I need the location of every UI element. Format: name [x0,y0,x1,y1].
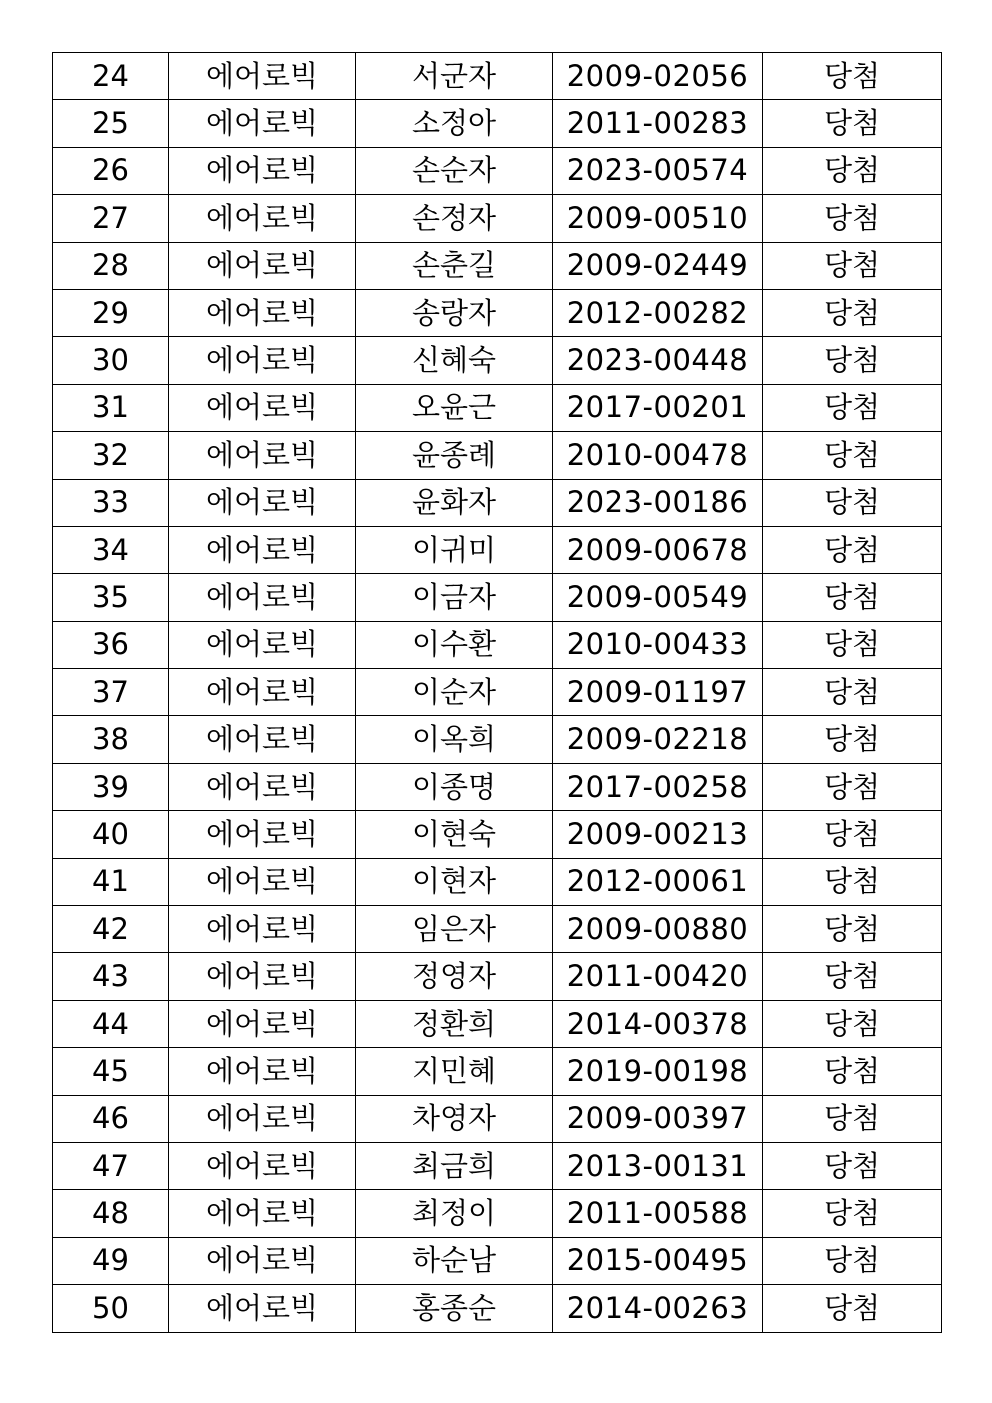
member-id-cell: 2013-00131 [553,1142,763,1189]
applicant-name-cell: 오윤근 [356,384,553,431]
row-number-cell: 50 [53,1285,169,1332]
program-cell: 에어로빅 [169,1048,356,1095]
applicant-name-cell: 손정자 [356,195,553,242]
table-row [53,195,942,242]
result-status-cell: 당첨 [763,1000,942,1047]
applicant-name-cell: 이순자 [356,669,553,716]
row-number-cell: 33 [53,479,169,526]
program-cell: 에어로빅 [169,479,356,526]
table-row [53,337,942,384]
applicant-name-cell: 이금자 [356,574,553,621]
row-number-cell: 25 [53,100,169,147]
member-id-cell: 2009-00880 [553,906,763,953]
applicant-name-cell: 신혜숙 [356,337,553,384]
member-id-cell: 2009-00510 [553,195,763,242]
table-row [53,1237,942,1284]
table-row [53,1142,942,1189]
program-cell: 에어로빅 [169,906,356,953]
program-cell: 에어로빅 [169,1142,356,1189]
program-cell: 에어로빅 [169,384,356,431]
table-row [53,526,942,573]
table-row [53,242,942,289]
applicant-name-cell: 지민혜 [356,1048,553,1095]
program-cell: 에어로빅 [169,1285,356,1332]
program-cell: 에어로빅 [169,526,356,573]
row-number-cell: 42 [53,906,169,953]
table-row [53,574,942,621]
row-number-cell: 39 [53,763,169,810]
program-cell: 에어로빅 [169,1095,356,1142]
applicant-name-cell: 이종명 [356,763,553,810]
applicant-name-cell: 최금희 [356,1142,553,1189]
member-id-cell: 2015-00495 [553,1237,763,1284]
result-status-cell: 당첨 [763,858,942,905]
result-status-cell: 당첨 [763,479,942,526]
program-cell: 에어로빅 [169,763,356,810]
table-row [53,1095,942,1142]
member-id-cell: 2014-00378 [553,1000,763,1047]
result-status-cell: 당첨 [763,1048,942,1095]
program-cell: 에어로빅 [169,621,356,668]
result-status-cell: 당첨 [763,337,942,384]
applicant-name-cell: 하순남 [356,1237,553,1284]
member-id-cell: 2009-02449 [553,242,763,289]
member-id-cell: 2023-00448 [553,337,763,384]
result-status-cell: 당첨 [763,669,942,716]
table-row [53,479,942,526]
row-number-cell: 24 [53,53,169,100]
applicant-name-cell: 홍종순 [356,1285,553,1332]
table-row [53,858,942,905]
program-cell: 에어로빅 [169,195,356,242]
row-number-cell: 37 [53,669,169,716]
member-id-cell: 2011-00420 [553,953,763,1000]
table-row [53,811,942,858]
table-row [53,621,942,668]
table-row [53,716,942,763]
result-status-cell: 당첨 [763,432,942,479]
result-status-cell: 당첨 [763,906,942,953]
member-id-cell: 2012-00282 [553,289,763,336]
applicant-name-cell: 정환희 [356,1000,553,1047]
program-cell: 에어로빅 [169,1237,356,1284]
applicant-name-cell: 소정아 [356,100,553,147]
row-number-cell: 30 [53,337,169,384]
program-cell: 에어로빅 [169,953,356,1000]
member-id-cell: 2009-02056 [553,53,763,100]
table-row [53,669,942,716]
applicant-name-cell: 윤종례 [356,432,553,479]
program-cell: 에어로빅 [169,811,356,858]
table-row [53,147,942,194]
table-row [53,763,942,810]
result-status-cell: 당첨 [763,242,942,289]
result-status-cell: 당첨 [763,621,942,668]
result-status-cell: 당첨 [763,763,942,810]
row-number-cell: 44 [53,1000,169,1047]
row-number-cell: 28 [53,242,169,289]
applicant-name-cell: 차영자 [356,1095,553,1142]
result-status-cell: 당첨 [763,53,942,100]
row-number-cell: 43 [53,953,169,1000]
member-id-cell: 2012-00061 [553,858,763,905]
table-row [53,289,942,336]
program-cell: 에어로빅 [169,242,356,289]
table-row [53,906,942,953]
program-cell: 에어로빅 [169,53,356,100]
applicant-name-cell: 서군자 [356,53,553,100]
member-id-cell: 2009-02218 [553,716,763,763]
row-number-cell: 46 [53,1095,169,1142]
member-id-cell: 2017-00258 [553,763,763,810]
result-status-cell: 당첨 [763,1237,942,1284]
result-status-cell: 당첨 [763,574,942,621]
lottery-result-table-body [53,53,942,1333]
program-cell: 에어로빅 [169,1190,356,1237]
applicant-name-cell: 이옥희 [356,716,553,763]
program-cell: 에어로빅 [169,147,356,194]
member-id-cell: 2017-00201 [553,384,763,431]
applicant-name-cell: 정영자 [356,953,553,1000]
row-number-cell: 38 [53,716,169,763]
member-id-cell: 2023-00574 [553,147,763,194]
table-row [53,432,942,479]
member-id-cell: 2009-00678 [553,526,763,573]
result-status-cell: 당첨 [763,195,942,242]
row-number-cell: 36 [53,621,169,668]
member-id-cell: 2009-00213 [553,811,763,858]
row-number-cell: 48 [53,1190,169,1237]
applicant-name-cell: 손춘길 [356,242,553,289]
table-row [53,1048,942,1095]
row-number-cell: 47 [53,1142,169,1189]
table-row [53,953,942,1000]
row-number-cell: 32 [53,432,169,479]
table-row [53,1190,942,1237]
result-status-cell: 당첨 [763,384,942,431]
table-row [53,1000,942,1047]
result-status-cell: 당첨 [763,1285,942,1332]
program-cell: 에어로빅 [169,289,356,336]
result-status-cell: 당첨 [763,289,942,336]
row-number-cell: 41 [53,858,169,905]
result-status-cell: 당첨 [763,1142,942,1189]
lottery-result-table [52,52,942,1333]
program-cell: 에어로빅 [169,1000,356,1047]
program-cell: 에어로빅 [169,574,356,621]
applicant-name-cell: 손순자 [356,147,553,194]
table-row [53,100,942,147]
table-row [53,1285,942,1332]
result-status-cell: 당첨 [763,147,942,194]
row-number-cell: 26 [53,147,169,194]
row-number-cell: 29 [53,289,169,336]
program-cell: 에어로빅 [169,716,356,763]
table-row [53,384,942,431]
member-id-cell: 2011-00588 [553,1190,763,1237]
row-number-cell: 27 [53,195,169,242]
result-status-cell: 당첨 [763,526,942,573]
program-cell: 에어로빅 [169,337,356,384]
member-id-cell: 2011-00283 [553,100,763,147]
applicant-name-cell: 최정이 [356,1190,553,1237]
result-status-cell: 당첨 [763,953,942,1000]
row-number-cell: 40 [53,811,169,858]
member-id-cell: 2023-00186 [553,479,763,526]
applicant-name-cell: 이수환 [356,621,553,668]
applicant-name-cell: 이현숙 [356,811,553,858]
member-id-cell: 2014-00263 [553,1285,763,1332]
row-number-cell: 34 [53,526,169,573]
program-cell: 에어로빅 [169,432,356,479]
row-number-cell: 45 [53,1048,169,1095]
result-status-cell: 당첨 [763,811,942,858]
row-number-cell: 49 [53,1237,169,1284]
member-id-cell: 2019-00198 [553,1048,763,1095]
result-status-cell: 당첨 [763,100,942,147]
applicant-name-cell: 이귀미 [356,526,553,573]
applicant-name-cell: 윤화자 [356,479,553,526]
row-number-cell: 35 [53,574,169,621]
member-id-cell: 2009-00549 [553,574,763,621]
member-id-cell: 2010-00433 [553,621,763,668]
result-status-cell: 당첨 [763,1095,942,1142]
program-cell: 에어로빅 [169,858,356,905]
program-cell: 에어로빅 [169,669,356,716]
member-id-cell: 2010-00478 [553,432,763,479]
program-cell: 에어로빅 [169,100,356,147]
member-id-cell: 2009-01197 [553,669,763,716]
row-number-cell: 31 [53,384,169,431]
table-row [53,53,942,100]
member-id-cell: 2009-00397 [553,1095,763,1142]
applicant-name-cell: 임은자 [356,906,553,953]
applicant-name-cell: 송랑자 [356,289,553,336]
result-status-cell: 당첨 [763,1190,942,1237]
result-status-cell: 당첨 [763,716,942,763]
applicant-name-cell: 이현자 [356,858,553,905]
